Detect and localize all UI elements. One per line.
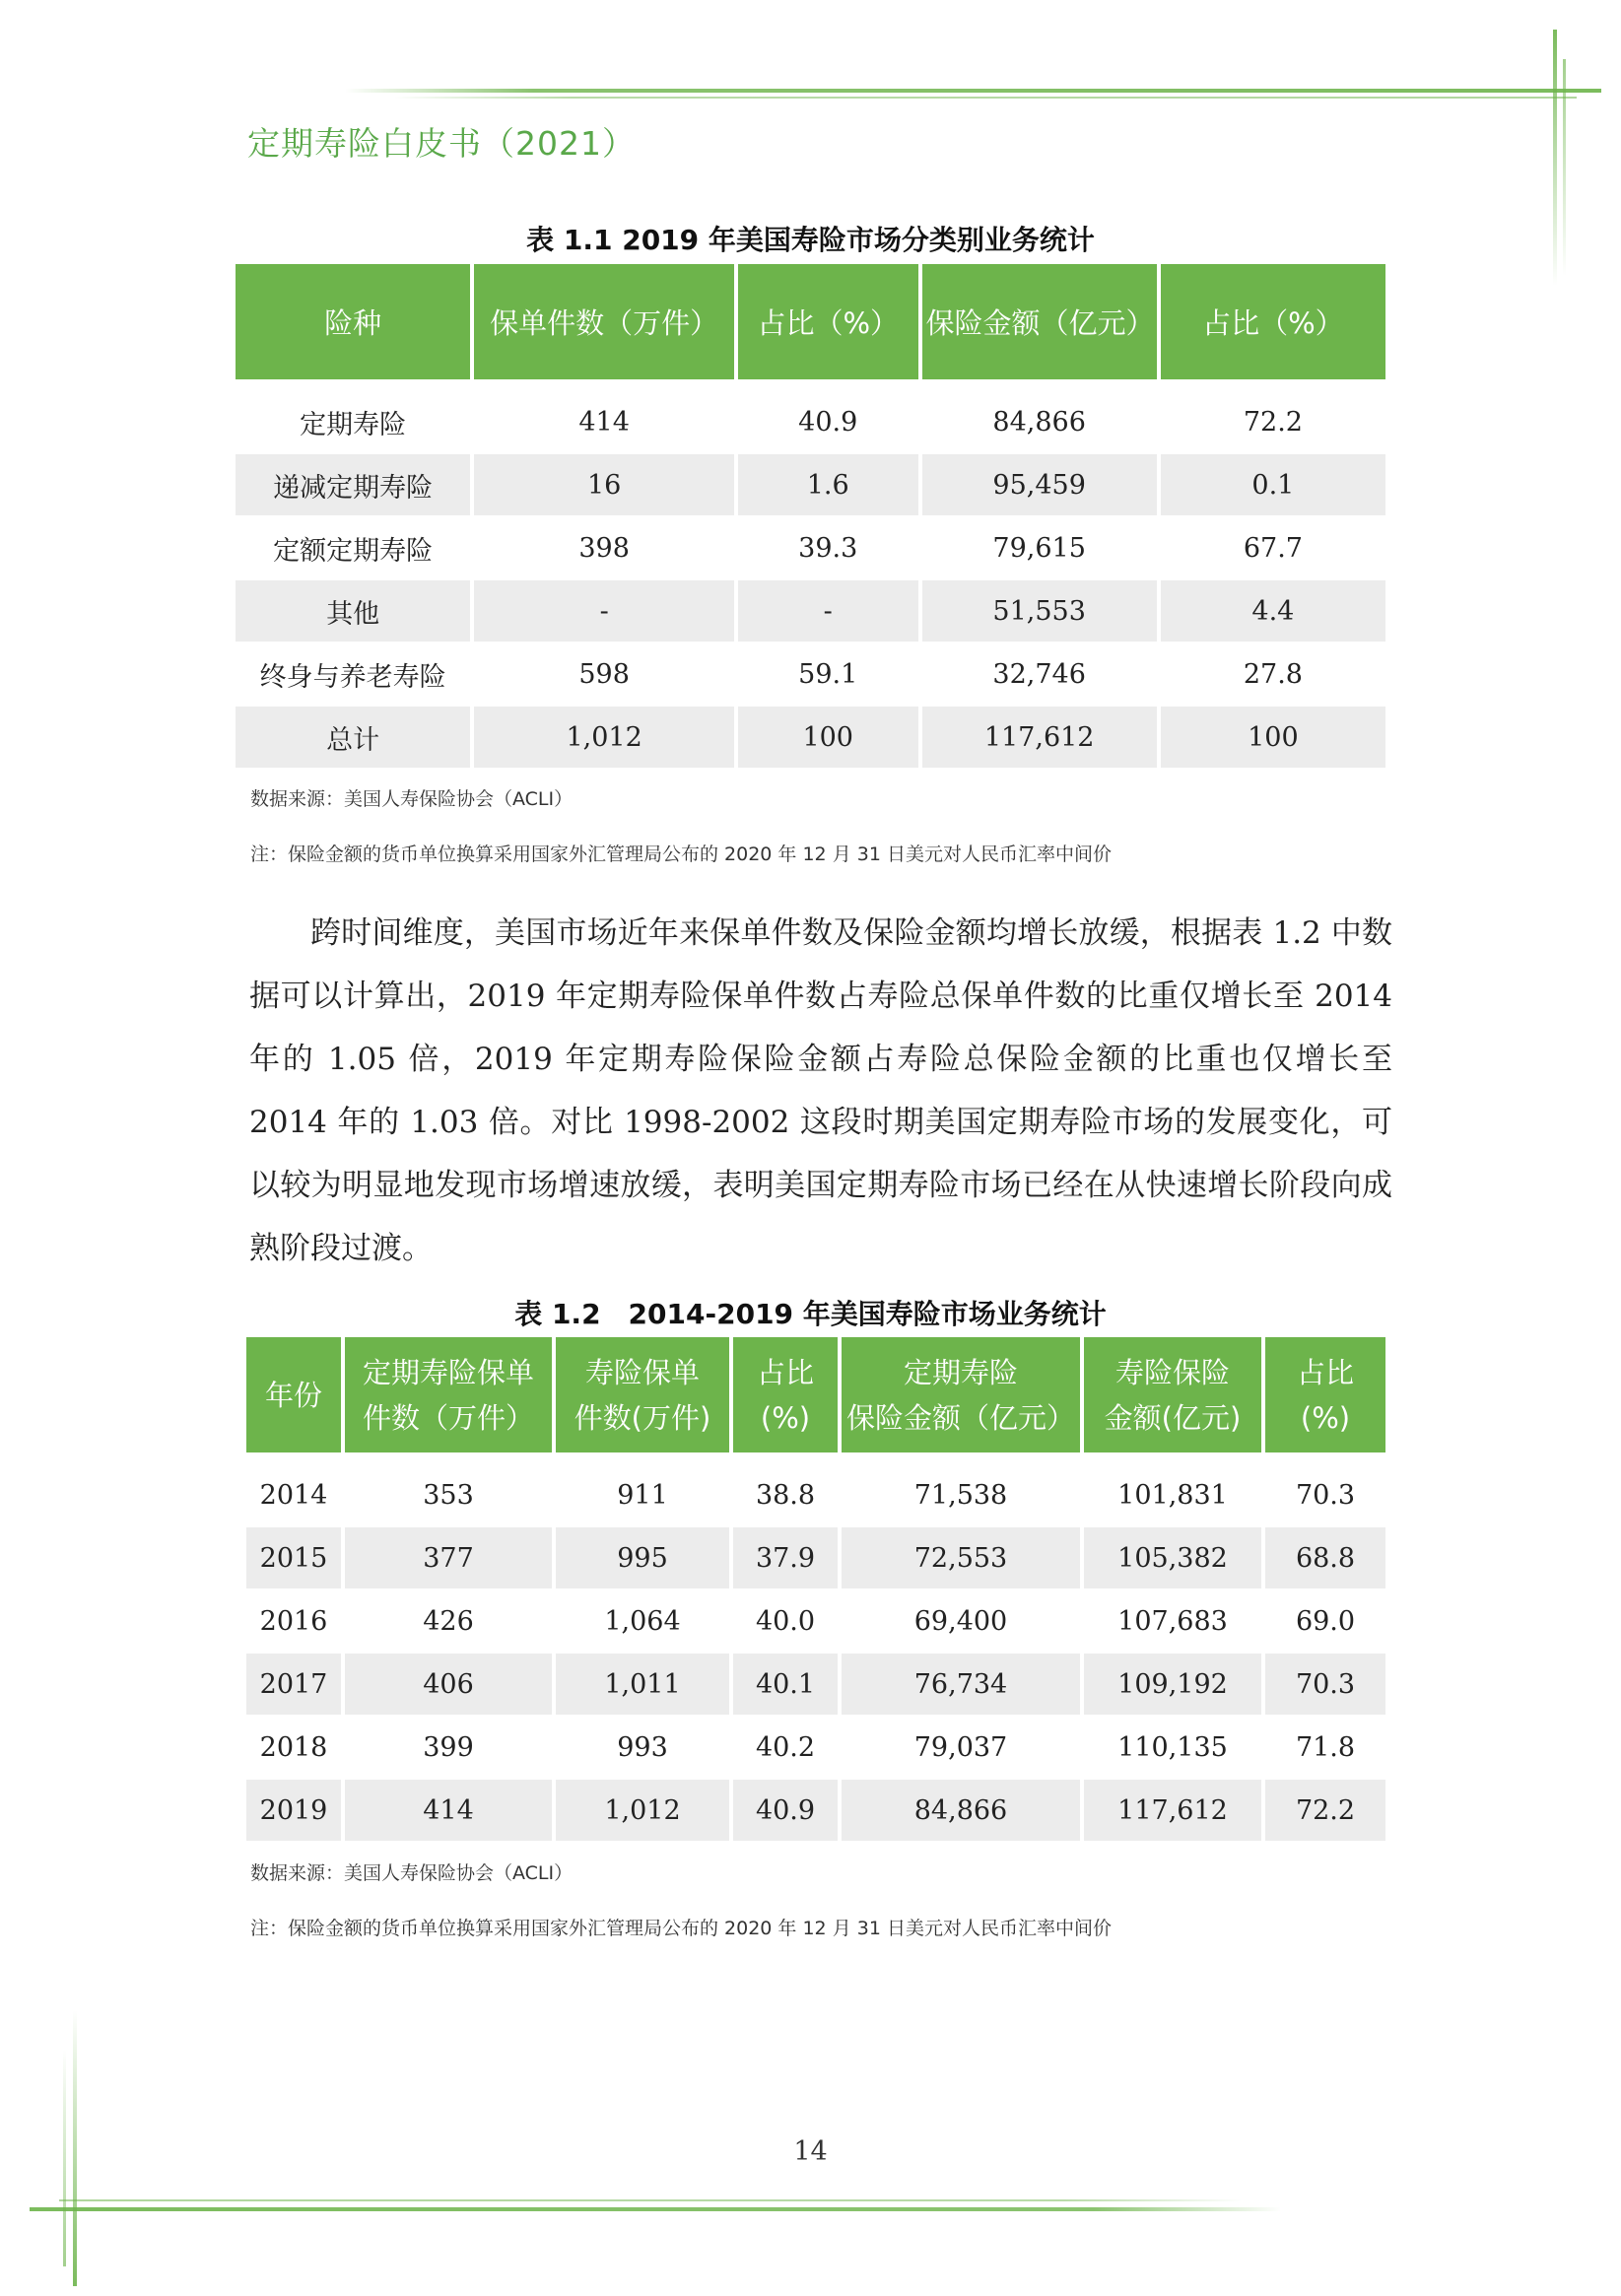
table-cell: 117,612 <box>922 705 1157 768</box>
table-cell: 414 <box>474 389 734 452</box>
table-row <box>236 452 1385 515</box>
table-cell: - <box>738 578 918 642</box>
page-number: 14 <box>793 2136 828 2167</box>
table-cell: 40.1 <box>733 1652 838 1715</box>
table-cell: 67.7 <box>1161 515 1385 578</box>
table-cell: 84,866 <box>922 389 1157 452</box>
table-cell: 2018 <box>246 1715 341 1778</box>
table-cell: 37.9 <box>733 1525 838 1588</box>
table-cell: 定额定期寿险 <box>236 515 470 578</box>
table-row <box>236 642 1385 705</box>
table-cell: 2014 <box>246 1462 341 1525</box>
body-paragraph: 跨时间维度，美国市场近年来保单件数及保险金额均增长放缓，根据表 1.2 中数据可以计算出，2019 年定期寿险保单件数占寿险总保单件数的比重仅增长至 2014 年的 1.05 倍，2019 年定期寿险保险金额占寿险总保险金额的比重也仅增长至 2014 年的 1.03 倍。对比 1998-2002 这段时期美国定期寿险市场的发展变化，可以较为明显地发现市场增速放缓，表明美国定期寿险市场已经在从快速增长阶段向成熟阶段过渡。 <box>249 915 1392 1266</box>
table-cell: 终身与养老寿险 <box>236 642 470 705</box>
table-cell: 76,734 <box>842 1652 1080 1715</box>
table1-header-cell: 保险金额（亿元） <box>922 264 1157 379</box>
table-cell: 1,064 <box>556 1588 729 1652</box>
table-cell: 993 <box>556 1715 729 1778</box>
table-cell: 0.1 <box>1161 452 1385 515</box>
table-cell: 353 <box>345 1462 552 1525</box>
table-cell: 51,553 <box>922 578 1157 642</box>
table-row <box>246 1652 1385 1715</box>
table-cell: 2019 <box>246 1778 341 1841</box>
table2-header-cell: 定期寿险 保险金额（亿元） <box>842 1337 1080 1452</box>
table1-header-cell: 占比（%） <box>1161 264 1385 379</box>
table-cell: 110,135 <box>1084 1715 1261 1778</box>
table-cell: 398 <box>474 515 734 578</box>
table-cell: 1,011 <box>556 1652 729 1715</box>
table-row <box>236 705 1385 768</box>
table-cell: 426 <box>345 1588 552 1652</box>
table2-header-cell: 占比 (%) <box>1265 1337 1385 1452</box>
table-cell: 39.3 <box>738 515 918 578</box>
table1-header-cell: 险种 <box>236 264 470 379</box>
table-cell: 69.0 <box>1265 1588 1385 1652</box>
table2-header-cell: 寿险保险 金额(亿元) <box>1084 1337 1261 1452</box>
table-cell: 40.2 <box>733 1715 838 1778</box>
table-row <box>246 1588 1385 1652</box>
table2-header-cell: 占比 (%) <box>733 1337 838 1452</box>
table-row <box>236 515 1385 578</box>
table-cell: 72.2 <box>1265 1778 1385 1841</box>
table2-caption: 表 1.2 2014-2019 年美国寿险市场业务统计 <box>514 1298 1107 1330</box>
table-cell: 4.4 <box>1161 578 1385 642</box>
table-cell: 406 <box>345 1652 552 1715</box>
table-cell: 72,553 <box>842 1525 1080 1588</box>
table-cell: 1,012 <box>474 705 734 768</box>
table-row <box>246 1778 1385 1841</box>
table-cell: 377 <box>345 1525 552 1588</box>
table-cell: 100 <box>738 705 918 768</box>
table-cell: 107,683 <box>1084 1588 1261 1652</box>
table-cell: 79,615 <box>922 515 1157 578</box>
table-cell: 2016 <box>246 1588 341 1652</box>
table-cell: 40.9 <box>738 389 918 452</box>
table-cell: 71.8 <box>1265 1715 1385 1778</box>
table-row <box>246 1715 1385 1778</box>
table-cell: 100 <box>1161 705 1385 768</box>
table-cell: 1.6 <box>738 452 918 515</box>
table2-header-row <box>246 1337 1385 1452</box>
table-cell: 70.3 <box>1265 1652 1385 1715</box>
table-cell: 79,037 <box>842 1715 1080 1778</box>
table-cell: 995 <box>556 1525 729 1588</box>
table-cell: 递减定期寿险 <box>236 452 470 515</box>
table-cell: 40.9 <box>733 1778 838 1841</box>
table-row <box>236 578 1385 642</box>
table-cell: 定期寿险 <box>236 389 470 452</box>
table-cell: 84,866 <box>842 1778 1080 1841</box>
decorative-bottom-border <box>0 1971 1621 2296</box>
table-cell: 414 <box>345 1778 552 1841</box>
table1-header-row <box>236 264 1385 379</box>
table-cell: 2015 <box>246 1525 341 1588</box>
table-cell: 71,538 <box>842 1462 1080 1525</box>
table1-header-cell: 保单件数（万件） <box>474 264 734 379</box>
table-cell: 27.8 <box>1161 642 1385 705</box>
table-row <box>246 1525 1385 1588</box>
table-cell: 101,831 <box>1084 1462 1261 1525</box>
table-cell: 其他 <box>236 578 470 642</box>
table-cell: - <box>474 578 734 642</box>
running-header-title: 定期寿险白皮书（2021） <box>247 124 636 163</box>
table-cell: 16 <box>474 452 734 515</box>
table1 <box>232 264 1389 768</box>
table-cell: 70.3 <box>1265 1462 1385 1525</box>
table-cell: 40.0 <box>733 1588 838 1652</box>
table-row <box>236 389 1385 452</box>
table1-header-cell: 占比（%） <box>738 264 918 379</box>
table-cell: 399 <box>345 1715 552 1778</box>
table-cell: 109,192 <box>1084 1652 1261 1715</box>
table-cell: 105,382 <box>1084 1525 1261 1588</box>
table-cell: 95,459 <box>922 452 1157 515</box>
table-cell: 38.8 <box>733 1462 838 1525</box>
table-row <box>246 1462 1385 1525</box>
table2-source: 数据来源：美国人寿保险协会（ACLI） <box>250 1862 574 1884</box>
table-cell: 1,012 <box>556 1778 729 1841</box>
table-cell: 72.2 <box>1161 389 1385 452</box>
table2-header-cell: 定期寿险保单 件数（万件） <box>345 1337 552 1452</box>
table1-caption: 表 1.1 2019 年美国寿险市场分类别业务统计 <box>526 224 1095 256</box>
table-cell: 69,400 <box>842 1588 1080 1652</box>
table-cell: 32,746 <box>922 642 1157 705</box>
table-cell: 68.8 <box>1265 1525 1385 1588</box>
table-cell: 598 <box>474 642 734 705</box>
table2-note: 注：保险金额的货币单位换算采用国家外汇管理局公布的 2020 年 12 月 31 日美元对人民币汇率中间价 <box>250 1918 1112 1939</box>
table1-note: 注：保险金额的货币单位换算采用国家外汇管理局公布的 2020 年 12 月 31 日美元对人民币汇率中间价 <box>250 844 1112 865</box>
table2-header-cell: 年份 <box>246 1337 341 1452</box>
table-cell: 总计 <box>236 705 470 768</box>
table-cell: 59.1 <box>738 642 918 705</box>
table-cell: 911 <box>556 1462 729 1525</box>
table-cell: 2017 <box>246 1652 341 1715</box>
table-cell: 117,612 <box>1084 1778 1261 1841</box>
table2 <box>242 1337 1389 1841</box>
table1-source: 数据来源：美国人寿保险协会（ACLI） <box>250 788 574 810</box>
table2-header-cell: 寿险保单 件数(万件) <box>556 1337 729 1452</box>
